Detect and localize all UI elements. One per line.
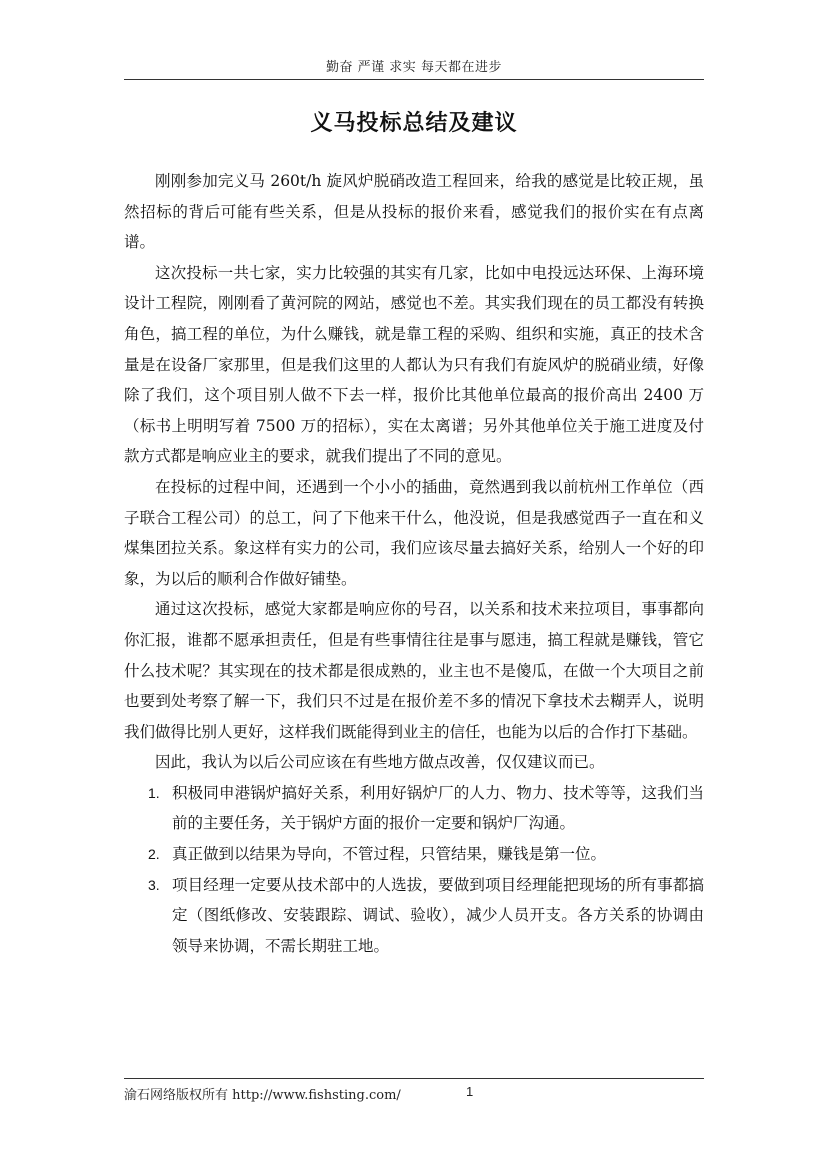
list-item-text: 项目经理一定要从技术部中的人选拔，要做到项目经理能把现场的所有事都搞定（图纸修改、安装跟踪、调试、验收），减少人员开支。各方关系的协调由领导来协调，不需长期驻工地。 [172, 875, 704, 955]
paragraph-episode: 在投标的过程中间，还遇到一个小小的插曲，竟然遇到我以前杭州工作单位（西子联合工程公司）的总工，问了下他来干什么，他没说，但是我感觉西子一直在和义煤集团拉关系。象这样有实力的公司，我们应该尽量去搞好关系，给别人一个好的印象，为以后的顺利合作做好铺垫。 [124, 477, 704, 588]
footer-divider [124, 1078, 704, 1079]
list-item [148, 778, 704, 839]
list-item-number: 1. [148, 784, 160, 801]
paragraph-intro: 刚刚参加完义马 260t/h 旋风炉脱硝改造工程回来，给我的感觉是比较正规，虽然招标的背后可能有些关系，但是从投标的报价来看，感觉我们的报价实在有点离谱。 [124, 172, 704, 252]
list-item-number: 3. [148, 876, 160, 893]
page-header-motto: 勤奋 严谨 求实 每天都在进步 [326, 60, 502, 75]
paragraph-bidders: 这次投标一共七家，实力比较强的其实有几家，比如中电投远达环保、上海环境设计工程院，刚刚看了黄河院的网站，感觉也不差。其实我们现在的员工都没有转换角色，搞工程的单位，为什么赚钱，就是靠工程的采购、组织和实施，真正的技术含量是在设备厂家那里，但是我们这里的人都认为只有我们有旋风炉的脱硝业绩，好像除了我们，这个项目别人做不下去一样，报价比其他单位最高的报价高出 2400 万（标书上明明写着 7500 万的招标），实在太离谱；另外其他单位关于施工进度及付款方式都是响应业主的要求，就我们提出了不同的意见。 [124, 263, 704, 466]
paragraph-reflection: 通过这次投标，感觉大家都是响应你的号召，以关系和技术来拉项目，事事都向你汇报，谁都不愿承担责任，但是有些事情往往是事与愿违，搞工程就是赚钱，管它什么技术呢？其实现在的技术都是很成熟的，业主也不是傻瓜，在做一个大项目之前也要到处考察了解一下，我们只不过是在报价差不多的情况下拿技术去糊弄人，说明我们做得比别人更好，这样我们既能得到业主的信任，也能为以后的合作打下基础。 [124, 600, 704, 741]
list-item [148, 839, 704, 870]
paragraph-conclusion: 因此，我认为以后公司应该在有些地方做点改善，仅仅建议而已。 [155, 753, 605, 772]
suggestion-list [124, 778, 704, 962]
document-title: 义马投标总结及建议 [310, 110, 518, 136]
header-divider [124, 79, 704, 80]
list-item-text: 积极同申港锅炉搞好关系，利用好锅炉厂的人力、物力、技术等等，这我们当前的主要任务，关于锅炉方面的报价一定要和锅炉厂沟通。 [172, 783, 704, 833]
list-item-text: 真正做到以结果为导向，不管过程，只管结果，赚钱是第一位。 [172, 845, 607, 864]
list-item-number: 2. [148, 846, 160, 863]
page-footer [124, 1084, 704, 1103]
page-number: 1 [466, 1084, 474, 1099]
document-body [124, 166, 704, 961]
footer-copyright: 渝石网络版权所有 http://www.fishsting.com/ [124, 1088, 401, 1103]
list-item [148, 870, 704, 962]
